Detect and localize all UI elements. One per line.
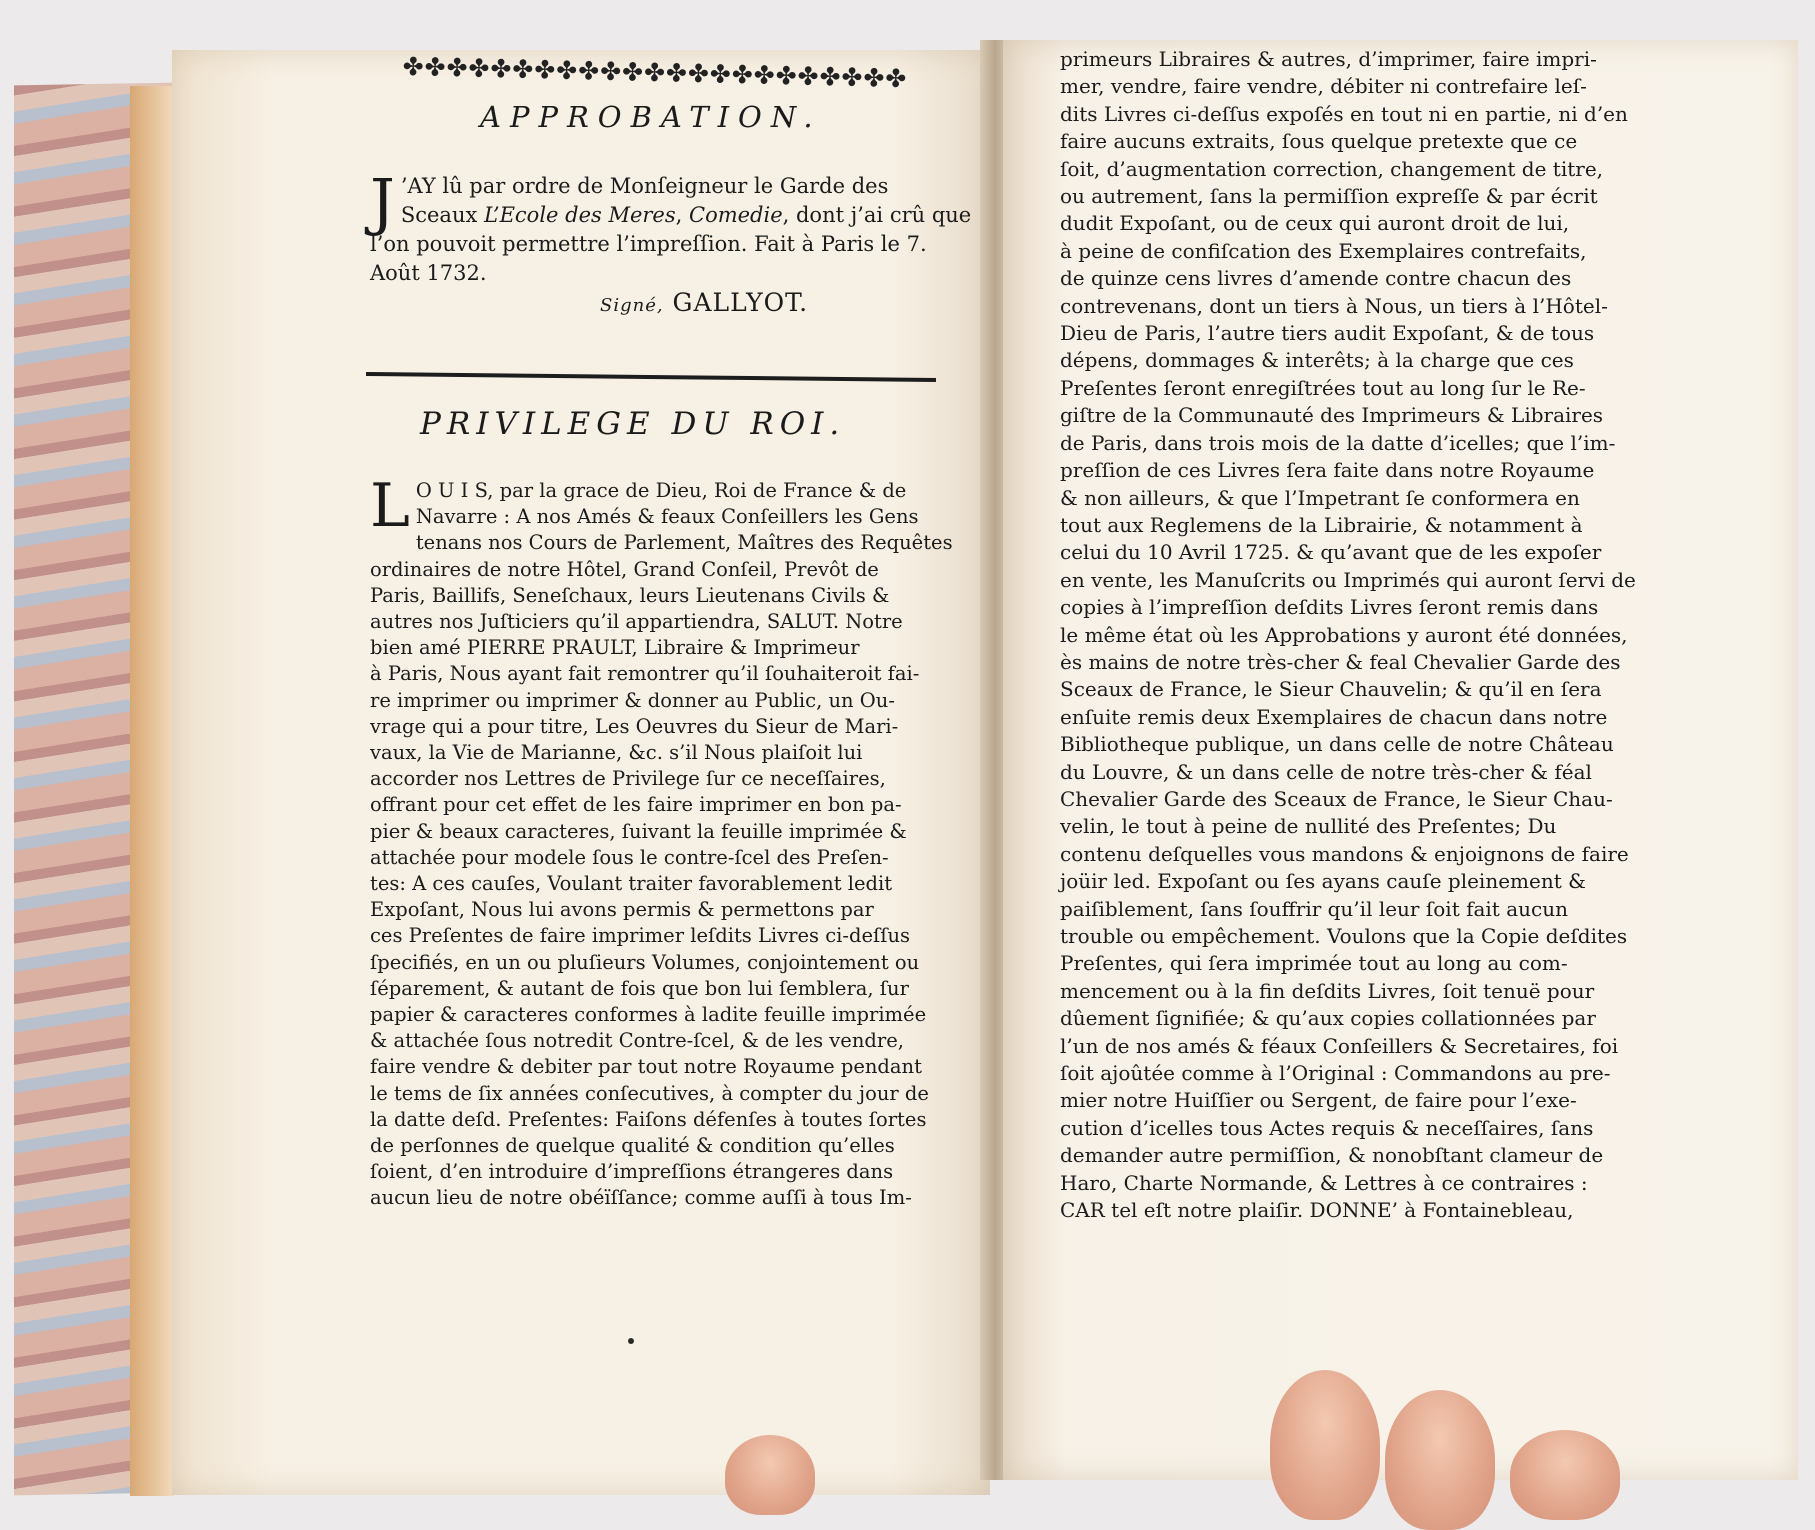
text-line: O U I S, par la grace de Dieu, Roi de France & de [415,479,907,502]
signature-label: Signé, [600,295,664,316]
text-line: faire vendre & debiter par tout notre Royaume pendant [370,1055,922,1079]
text-line: primeurs Libraires & autres, d’imprimer, faire impri- [1060,47,1597,71]
text-line: tout aux Reglemens de la Librairie, & notamment à [1060,512,1583,537]
text-line: Dieu de Paris, l’autre tiers audit Expoſant, & de tous [1060,321,1595,346]
approbation-line: Sceaux L’Ecole des Meres, Comedie, dont j’ai crû que [400,203,972,227]
text-line: cution d’icelles tous Actes requis & neceſſaires, ſans [1060,1115,1594,1140]
text-line: papier & caracteres conformes à ladite feuille imprimée [370,1003,927,1027]
text-line: mer, vendre, faire vendre, débiter ni contrefaire leſ- [1060,74,1587,99]
text-line: vaux, la Vie de Marianne, &c. s’il Nous plaiſoit lui [370,741,863,765]
text-line: joüir led. Expoſant ou ſes ayans cauſe pleinement & [1060,869,1586,894]
text-line: à Paris, Nous ayant fait remontrer qu’il ſouhaiteroit fai- [370,662,920,686]
text-line: à peine de confiſcation des Exemplaires contrefaits, [1060,238,1587,263]
text-line: Preſentes ſeront enregiſtrées tout au long ſur le Re- [1060,375,1586,400]
text-line: ces Preſentes de faire imprimer leſdits Livres ci-deſſus [370,924,911,948]
text-line: Sceaux de France, le Sieur Chauvelin; & qu’il en ſera [1060,677,1602,702]
text-line: preſſion de ces Livres ſera faite dans notre Royaume [1060,458,1595,483]
privilege-body [370,471,953,1212]
signature-name: GALLYOT. [672,288,809,317]
text-line: Bibliotheque publique, un dans celle de notre Château [1060,732,1614,757]
text-line: ſoient, d’en introduire d’impreſſions étrangeres dans [370,1160,894,1184]
text-line: copies à l’impreſſion deſdits Livres ſeront remis dans [1060,595,1599,620]
text-line: aucun lieu de notre obéïſſance; comme auſſi à tous Im- [370,1186,912,1210]
ornament-band: ✤✤✤✤✤✤✤✤✤✤✤✤✤✤✤✤✤✤✤✤✤✤✤ [402,51,908,94]
text-line: la datte deſd. Preſentes: Faiſons défenſes à toutes ſortes [370,1107,927,1131]
text-line: bien amé PIERRE PRAULT, Libraire & Imprimeur [370,636,860,660]
text-line: & non ailleurs, & que l’Impetrant ſe conformera en [1060,485,1580,510]
text-line: mencement ou à la fin deſdits Livres, ſoit tenuë pour [1060,978,1595,1003]
text-line: dudit Expoſant, ou de ceux qui auront droit de lui, [1060,211,1570,236]
signature [600,288,808,317]
text-line: demander autre permiſſion, & nonobſtant clameur de [1060,1143,1604,1168]
finger [1385,1390,1495,1530]
finger [725,1435,815,1515]
text-line: offrant pour cet effet de les faire imprimer en bon pa- [370,793,902,817]
text-line: Chevalier Garde des Sceaux de France, le Sieur Chau- [1060,786,1613,811]
text-line: giſtre de la Communauté des Imprimeurs & Libraires [1060,403,1604,428]
text-line: paiſiblement, ſans ſouffrir qu’il leur ſoit fait aucun [1060,896,1568,921]
text-line: ordinaires de notre Hôtel, Grand Conſeil, Prevôt de [370,557,879,581]
text-line: velin, le tout à peine de nullité des Preſentes; Du [1060,814,1557,839]
approbation-title: APPROBATION. [480,100,822,134]
text-line: Paris, Baillifs, Seneſchaux, leurs Lieutenans Civils & [370,583,890,607]
text-line: re imprimer ou imprimer & donner au Public, un Ou- [370,688,895,712]
approbation-line: l’on pouvoit permettre l’impreſſion. Fait à Paris le 7. [370,232,927,256]
text-line: enſuite remis deux Exemplaires de chacun dans notre [1060,704,1608,729]
text-line: le même état où les Approbations y auront été données, [1060,622,1628,647]
approbation-dropcap: J [370,165,395,238]
text-line: le tems de ſix années conſecutives, à compter du jour de [370,1081,929,1105]
text-line: & attachée ſous notredit Contre-ſcel, & de les vendre, [370,1029,904,1053]
text-line: de perſonnes de quelque qualité & condition qu’elles [370,1134,895,1158]
approbation-body [370,165,972,288]
text-line: mier notre Huiſſier ou Sergent, de faire pour l’exe- [1060,1088,1577,1113]
text-line: vrage qui a pour titre, Les Oeuvres du Sieur de Mari- [370,714,899,738]
text-line: autres nos Juſticiers qu’il appartiendra, SALUT. Notre [370,610,903,634]
text-line: attachée pour modele ſous le contre-ſcel des Preſen- [370,845,889,869]
text-line: ſéparement, & autant de fois que bon lui ſemblera, ſur [370,976,909,1000]
text-line: CAR tel eſt notre plaiſir. DONNE’ à Fontainebleau, [1060,1198,1574,1223]
text-line: Navarre : A nos Amés & feaux Conſeillers les Gens [415,505,919,529]
text-line: Expoſant, Nous lui avons permis & permettons par [370,898,874,922]
text-line: celui du 10 Avril 1725. & qu’avant que de les expoſer [1060,540,1602,565]
approbation-line: Août 1732. [370,261,487,285]
text-line: ès mains de notre très-cher & feal Chevalier Garde des [1060,649,1621,674]
text-line: l’un de nos amés & féaux Conſeillers & Secretaires, foi [1060,1033,1619,1058]
text-line: dits Livres ci-deſſus expoſés en tout ni en partie, ni d’en [1060,101,1628,126]
text-line: ſoit ajoûtée comme à l’Original : Commandons au pre- [1060,1061,1611,1086]
privilege-title: PRIVILEGE DU ROI. [420,406,846,442]
text-line: ſpecifiés, en un ou pluſieurs Volumes, conjointement ou [370,950,920,974]
approbation-line: ’AY lû par ordre de Monſeigneur le Garde des [400,174,889,198]
text-line: Haro, Charte Normande, & Lettres à ce contraires : [1060,1170,1588,1195]
text-line: tenans nos Cours de Parlement, Maîtres des Requêtes [415,531,953,555]
text-line: de Paris, dans trois mois de la datte d’icelles; que l’im- [1060,430,1616,455]
text-line: accorder nos Lettres de Privilege ſur ce neceſſaires, [370,767,886,791]
text-line: pier & beaux caracteres, ſuivant la feuille imprimée & [370,819,907,843]
privilege-dropcap: L [370,471,410,541]
text-line: ſoit, d’augmentation correction, changement de titre, [1060,156,1604,181]
text-line: de quinze cens livres d’amende contre chacun des [1060,266,1572,291]
right-page-body [1060,46,1690,1224]
text-line: en vente, les Manuſcrits ou Imprimés qui auront ſervi de [1060,567,1636,592]
gilt-page-edge [130,86,174,1496]
text-line: dûement ſignifiée; & qu’aux copies collationnées par [1060,1006,1596,1031]
text-line: ou autrement, ſans la permiſſion expreſſe & par écrit [1060,184,1598,209]
text-line: faire aucuns extraits, ſous quelque pretexte que ce [1060,129,1578,154]
text-line: du Louvre, & un dans celle de notre très-cher & féal [1060,759,1592,784]
text-line: tes: A ces cauſes, Voulant traiter favorablement ledit [370,872,893,896]
text-line: Preſentes, qui ſera imprimée tout au long au com- [1060,951,1568,976]
finger [1270,1370,1380,1520]
text-line: contenu deſquelles vous mandons & enjoignons de faire [1060,841,1629,866]
text-line: dépens, dommages & interêts; à la charge que ces [1060,348,1574,373]
text-line: trouble ou empêchement. Voulons que la Copie deſdites [1060,924,1628,948]
finger [1510,1430,1620,1520]
text-line: contrevenans, dont un tiers à Nous, un tiers à l’Hôtel- [1060,293,1608,318]
page-dot [628,1338,634,1344]
